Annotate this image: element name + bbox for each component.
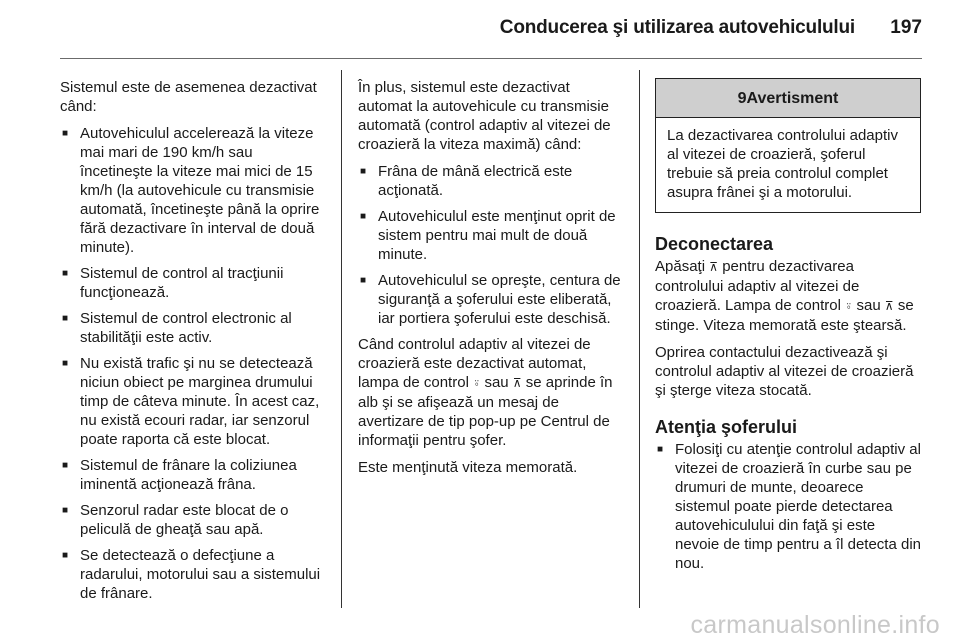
column-2 <box>358 78 624 485</box>
col2-intro: În plus, sistemul este dezactivat automat la autovehicule cu transmisie automată (control adaptiv al vitezei de croazieră la viteza maximă) când: <box>358 79 611 153</box>
warning-title: Avertisment <box>746 90 839 107</box>
warning-header <box>656 79 920 118</box>
cruise-cancel-icon: ⊼ <box>884 299 894 313</box>
section-title-atentia-soferului: Atenţia şoferului <box>655 417 798 437</box>
list-item: ■ Nu există trafic şi nu se detectează niciun obiect pe marginea drumului timp de câteva minute. În acest caz, nu există ecouri radar, iar senzorul poate raporta că este blocat. <box>62 355 320 448</box>
deconectarea-paragraph-1: Apăsaţi ⊼ pentru dezactivarea controlului adaptiv al vitezei de croazieră. Lampa de control ⍤ sau ⊼ se stinge. Viteza memorată este ştearsă. <box>655 258 914 334</box>
bullet-icon: ■ <box>62 313 69 324</box>
column-3 <box>655 78 921 580</box>
list-item: ■ Sistemul de control al tracţiunii funcţionează. <box>62 265 284 301</box>
list-item: ■ Sistemul de frânare la coliziunea iminentă acţionează frâna. <box>62 457 297 493</box>
col1-intro: Sistemul este de asemenea dezactivat când: <box>60 79 317 115</box>
bullet-icon: ■ <box>62 128 69 139</box>
watermark: carmanualsonline.info <box>690 611 940 639</box>
warning-text: La dezactivarea controlului adaptiv al vitezei de croazieră, şoferul trebuie să preia controlul complet asupra frânei şi a motorului. <box>667 127 898 201</box>
deconectarea-paragraph-2: Oprirea contactului dezactivează şi controlul adaptiv al vitezei de croazieră şi şterge viteza stocată. <box>655 344 914 399</box>
column-divider-2 <box>639 70 640 608</box>
col2-paragraph-2: Este menţinută viteza memorată. <box>358 459 578 476</box>
list-item: ■ Se detectează o defecţiune a radarului, motorului sau a sistemului de frânare. <box>62 547 321 602</box>
list-item: ■ Autovehiculul accelerează la viteze mai mari de 190 km/h sau încetineşte la viteze mai mici de 15 km/h (la autovehicule cu transmisie automată, încetineşte până la oprire fără dezactivare în interval de două minute). <box>62 125 320 256</box>
bullet-icon: ■ <box>360 211 367 222</box>
page-title: Conducerea şi utilizarea autovehiculului <box>499 17 855 38</box>
bullet-icon: ■ <box>62 550 69 561</box>
page-number: 197 <box>890 17 922 38</box>
col2-list <box>358 162 624 328</box>
bullet-icon: ■ <box>360 166 367 177</box>
warning-triangle-icon: 9 <box>737 90 747 107</box>
col1-list <box>60 124 326 603</box>
list-item: ■ Autovehiculul se opreşte, centura de siguranţă a şoferului este eliberată, iar portiera şoferului este deschisă. <box>360 272 621 327</box>
col2-paragraph-1: Când controlul adaptiv al vitezei de croazieră este dezactivat automat, lampa de control ⍤ sau ⊼ se aprinde în alb şi se afişează un mesaj de avertizare de tip pop-up pe Centrul de informaţii pentru şofer. <box>358 336 613 449</box>
warning-box <box>655 78 921 213</box>
section-title-deconectarea: Deconectarea <box>655 234 774 254</box>
list-item: ■ Senzorul radar este blocat de o peliculă de gheaţă sau apă. <box>62 502 289 538</box>
bullet-icon: ■ <box>360 275 367 286</box>
list-item: ■ Frâna de mână electrică este acţionată. <box>360 163 573 199</box>
list-item: ■ Folosiţi cu atenţie controlul adaptiv al vitezei de croazieră în curbe sau pe drumuri de munte, deoarece sistemul poate pierde detectarea autovehiculului din faţă şi este nevoie de timp pentru a îl detecta din nou. <box>657 441 921 572</box>
bullet-icon: ■ <box>657 444 664 455</box>
bullet-icon: ■ <box>62 268 69 279</box>
bullet-icon: ■ <box>62 460 69 471</box>
bullet-icon: ■ <box>62 505 69 516</box>
list-item: ■ Sistemul de control electronic al stabilităţii este activ. <box>62 310 292 346</box>
cruise-cancel-icon: ⊼ <box>512 376 522 390</box>
col3-list <box>655 440 921 573</box>
column-divider-1 <box>341 70 342 608</box>
cruise-cancel-icon: ⊼ <box>709 260 719 274</box>
header-rule <box>60 58 922 59</box>
column-1 <box>60 78 326 610</box>
cruise-control-lamp-icon: ⍤ <box>473 376 481 390</box>
cruise-control-lamp-icon: ⍤ <box>845 299 853 313</box>
bullet-icon: ■ <box>62 358 69 369</box>
list-item: ■ Autovehiculul este menţinut oprit de sistem pentru mai mult de două minute. <box>360 208 616 263</box>
